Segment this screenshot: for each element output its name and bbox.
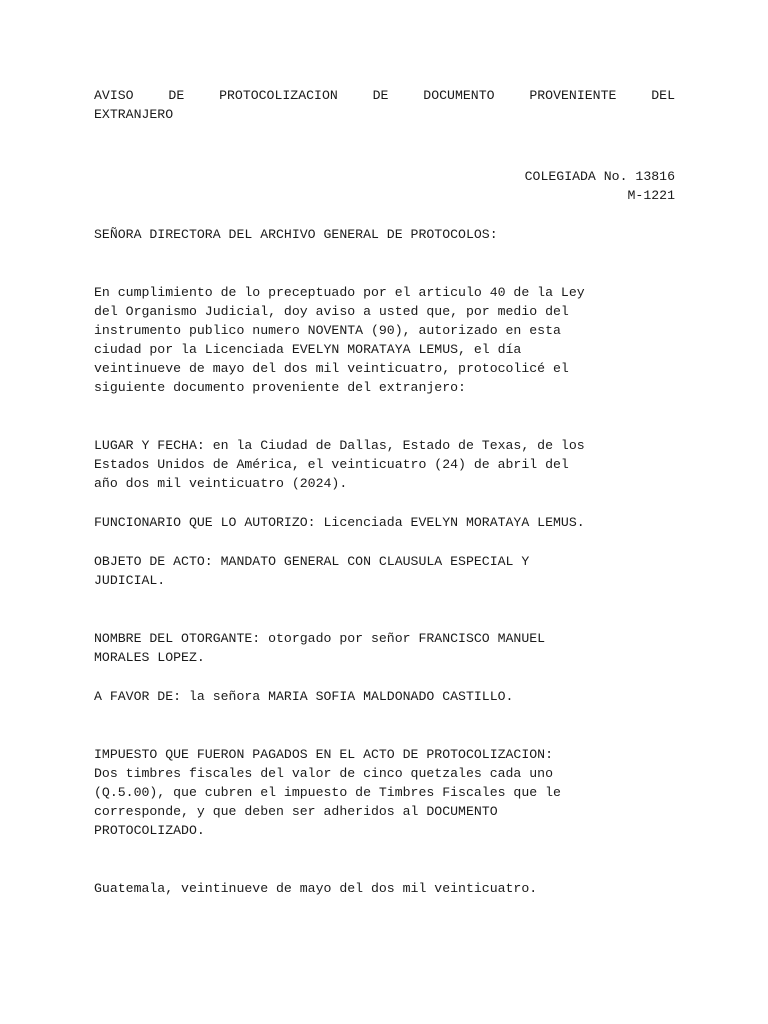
objeto-line: OBJETO DE ACTO: MANDATO GENERAL CON CLAUSULA ESPECIAL Y — [94, 554, 530, 569]
objeto-paragraph — [94, 552, 675, 590]
document-page — [94, 86, 675, 898]
intro-line: veintinueve de mayo del dos mil veinticuatro, protocolicé el — [94, 361, 569, 376]
title-line-1: AVISO DE PROTOCOLIZACION DE DOCUMENTO PROVENIENTE DEL — [94, 88, 675, 103]
impuesto-paragraph — [94, 745, 675, 840]
impuesto-line: PROTOCOLIZADO. — [94, 823, 205, 838]
intro-line: instrumento publico numero NOVENTA (90), autorizado en esta — [94, 323, 561, 338]
intro-line: En cumplimiento de lo preceptuado por el articulo 40 de la Ley — [94, 285, 585, 300]
lugar-line: LUGAR Y FECHA: en la Ciudad de Dallas, Estado de Texas, de los — [94, 438, 585, 453]
document-title — [94, 86, 675, 124]
colegiada-number: COLEGIADA No. 13816 — [524, 169, 675, 184]
impuesto-line: (Q.5.00), que cubren el impuesto de Timbres Fiscales que le — [94, 785, 561, 800]
otorgante-line: MORALES LOPEZ. — [94, 650, 205, 665]
title-line-2: EXTRANJERO — [94, 107, 174, 122]
lugar-fecha-paragraph — [94, 436, 675, 493]
funcionario-paragraph: FUNCIONARIO QUE LO AUTORIZO: Licenciada EVELYN MORATAYA LEMUS. — [94, 515, 585, 530]
intro-line: ciudad por la Licenciada EVELYN MORATAYA LEMUS, el día — [94, 342, 522, 357]
impuesto-line: Dos timbres fiscales del valor de cinco quetzales cada uno — [94, 766, 553, 781]
impuesto-line: IMPUESTO QUE FUERON PAGADOS EN EL ACTO DE PROTOCOLIZACION: — [94, 747, 553, 762]
otorgante-line: NOMBRE DEL OTORGANTE: otorgado por señor FRANCISCO MANUEL — [94, 631, 546, 646]
lugar-line: año dos mil veinticuatro (2024). — [94, 476, 348, 491]
otorgante-paragraph — [94, 629, 675, 667]
a-favor-paragraph: A FAVOR DE: la señora MARIA SOFIA MALDONADO CASTILLO. — [94, 689, 514, 704]
colegiada-block — [94, 167, 675, 205]
lugar-line: Estados Unidos de América, el veinticuatro (24) de abril del — [94, 457, 569, 472]
colegiada-code: M-1221 — [627, 188, 675, 203]
intro-paragraph — [94, 283, 675, 397]
impuesto-line: corresponde, y que deben ser adheridos al DOCUMENTO — [94, 804, 498, 819]
addressee: SEÑORA DIRECTORA DEL ARCHIVO GENERAL DE PROTOCOLOS: — [94, 227, 498, 242]
objeto-line: JUDICIAL. — [94, 573, 166, 588]
closing-date: Guatemala, veintinueve de mayo del dos mil veinticuatro. — [94, 881, 538, 896]
intro-line: del Organismo Judicial, doy aviso a usted que, por medio del — [94, 304, 569, 319]
intro-line: siguiente documento proveniente del extranjero: — [94, 380, 466, 395]
